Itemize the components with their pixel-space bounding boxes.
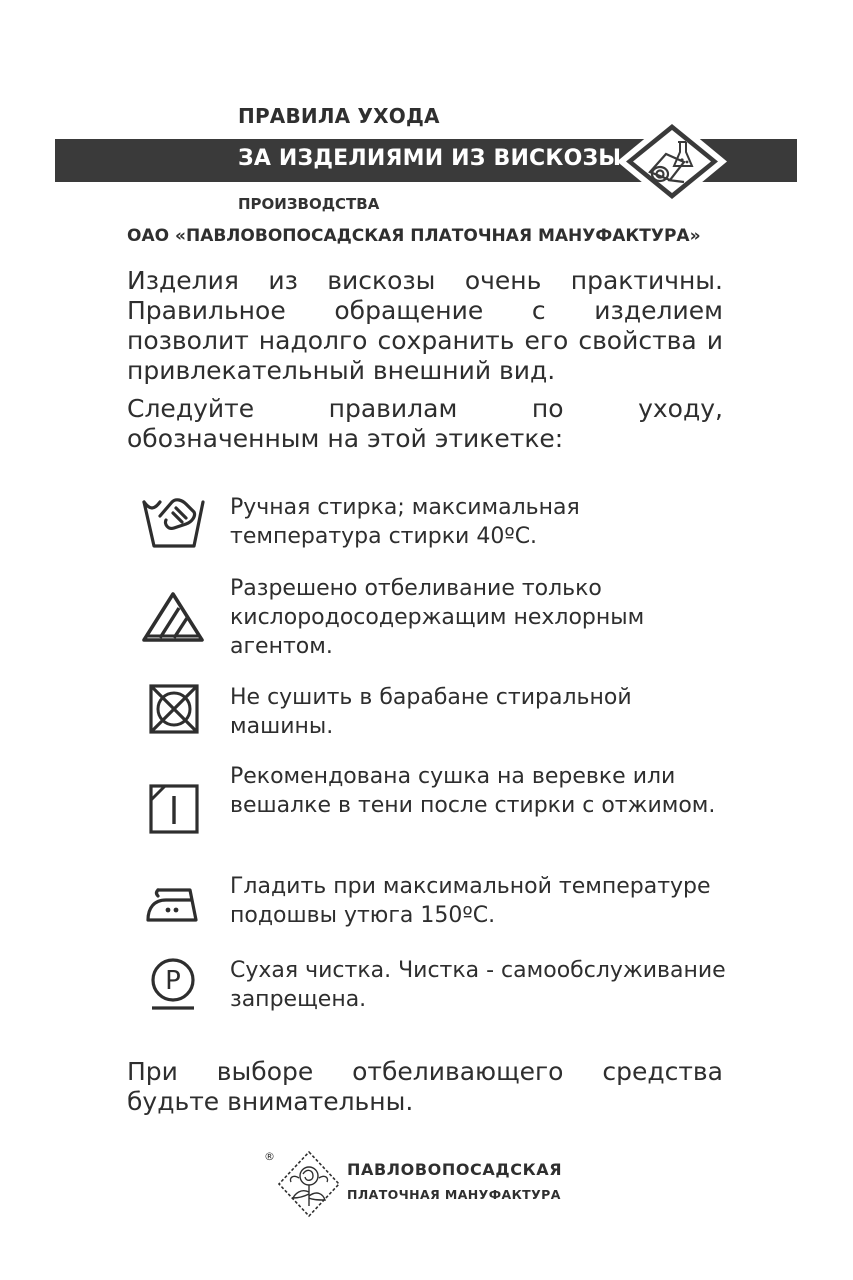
care-item-text: Рекомендована сушка на веревке или вешалке в тени после стирки с отжимом. xyxy=(230,764,716,818)
oxygen-bleach-icon xyxy=(140,586,206,652)
care-item-text: Сухая чистка. Чистка - самообслуживание запрещена. xyxy=(230,958,726,1012)
title-line-3: ПРОИЗВОДСТВА xyxy=(238,195,380,213)
line-dry-shade-icon xyxy=(140,780,206,846)
no-tumble-dry-icon xyxy=(140,680,206,746)
care-item-text: Ручная стирка; максимальная температура стирки 40ºС. xyxy=(230,495,580,549)
company-name: ОАО «ПАВЛОВОПОСАДСКАЯ ПЛАТОЧНАЯ МАНУФАКТУРА» xyxy=(127,226,701,246)
iron-medium-icon xyxy=(140,876,206,942)
registered-mark: ® xyxy=(264,1150,275,1163)
fabric-roll-flask-diamond-icon xyxy=(614,114,730,209)
title-line-2: ЗА ИЗДЕЛИЯМИ ИЗ ВИСКОЗЫ xyxy=(238,146,622,171)
care-item-text: Не сушить в барабане стиральной машины. xyxy=(230,685,632,739)
care-item-text: Разрешено отбеливание только кислородосодержащим нехлорным агентом. xyxy=(230,576,645,659)
brand-line-1: ПАВЛОВОПОСАДСКАЯ xyxy=(347,1160,563,1179)
footer-note: При выборе отбеливающего средства будьте внимательны. xyxy=(127,1057,723,1116)
care-item-text: Гладить при максимальной температуре подошвы утюга 150ºС. xyxy=(230,874,711,928)
svg-text:P: P xyxy=(165,966,181,996)
intro-paragraph-2: Следуйте правилам по уходу, обозначенным на этой этикетке: xyxy=(127,394,723,453)
hand-wash-icon xyxy=(140,488,206,554)
title-line-1: ПРАВИЛА УХОДА xyxy=(238,104,440,128)
rose-diamond-logo-icon xyxy=(263,1148,343,1218)
brand-line-2: ПЛАТОЧНАЯ МАНУФАКТУРА xyxy=(347,1187,561,1202)
dry-clean-p-icon xyxy=(140,952,206,1018)
intro-paragraph-1: Изделия из вискозы очень практичны. Правильное обращение с изделием позволит надолго сохранить его свойства и привлекательный внешний вид. xyxy=(127,266,723,385)
